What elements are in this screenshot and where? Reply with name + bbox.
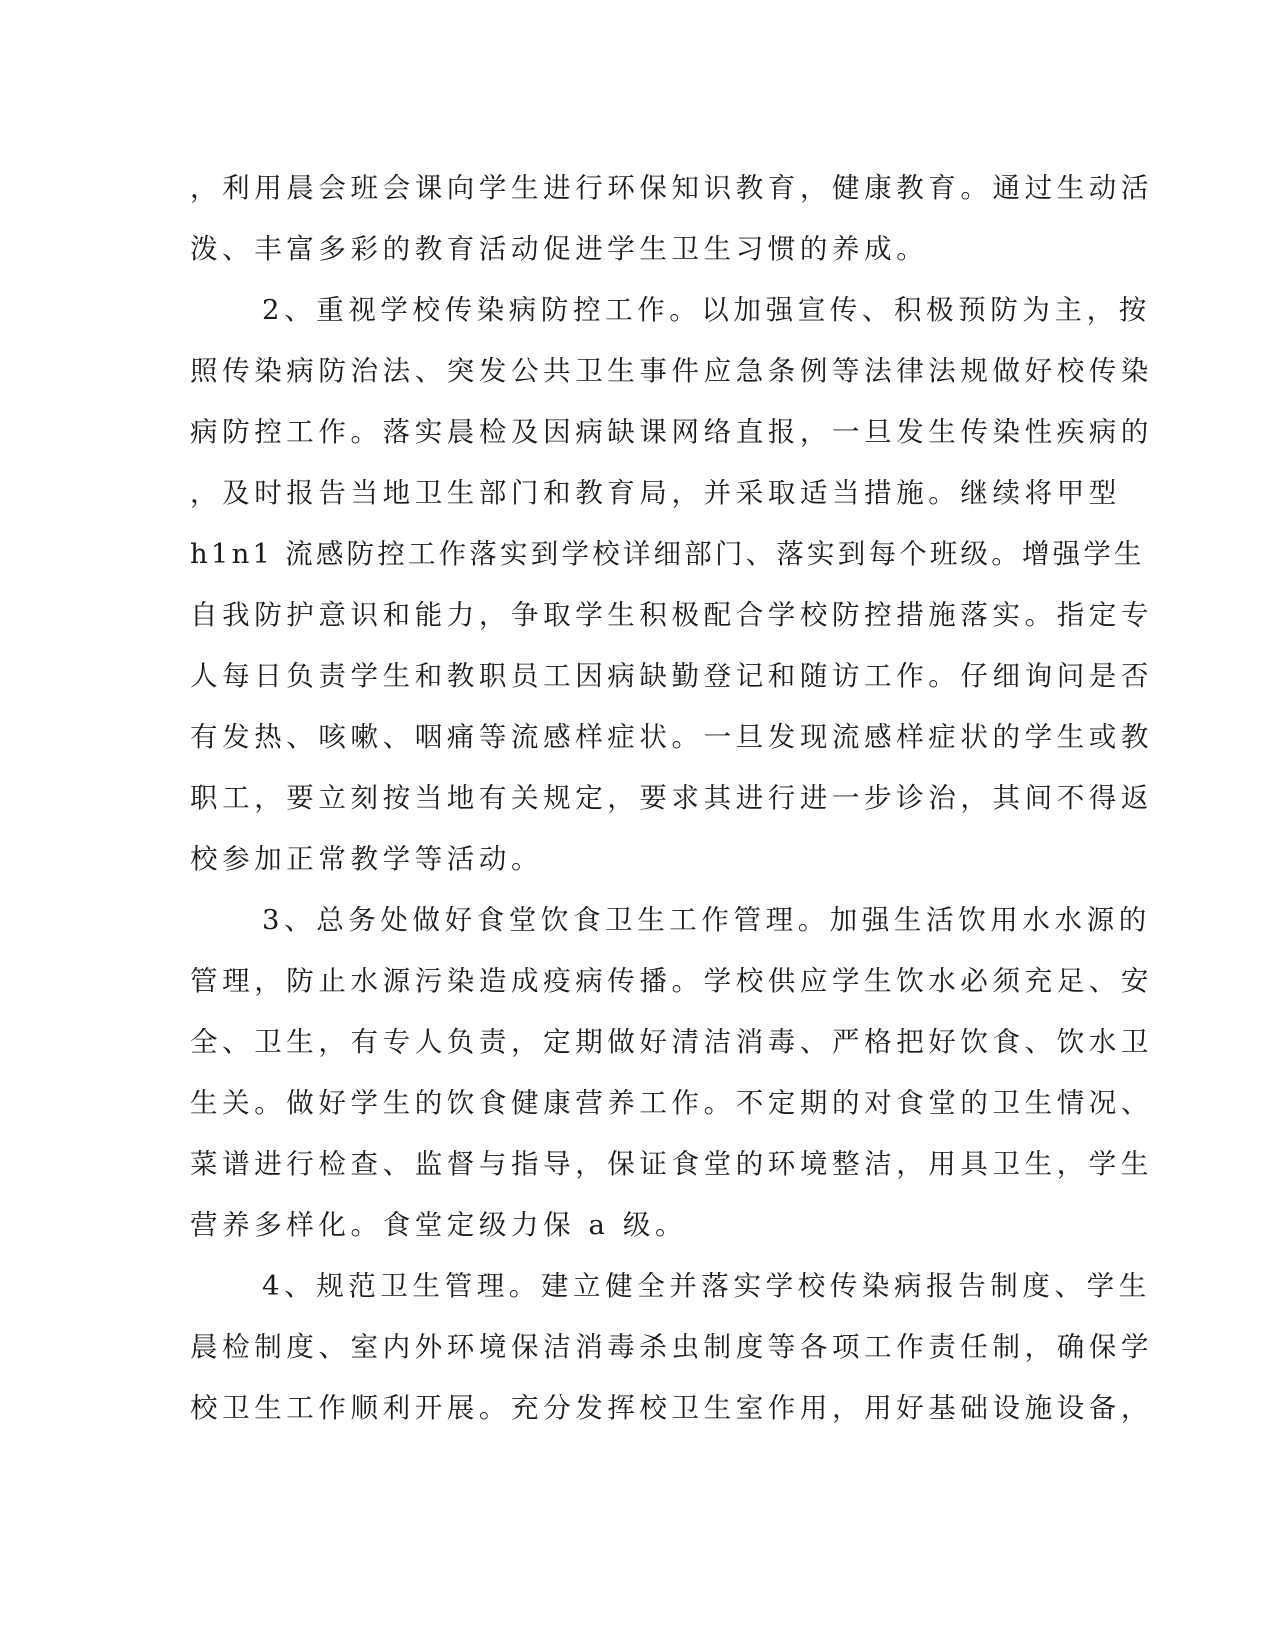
text-line-15: 全、卫生，有专人负责，定期做好清洁消毒、严格把好饮食、饮水卫 <box>190 1026 1153 1058</box>
text-line-20: 晨检制度、室内外环境保洁消毒杀虫制度等各项工作责任制，确保学 <box>190 1331 1153 1363</box>
text-line-21: 校卫生工作顺利开展。充分发挥校卫生室作用，用好基础设施设备， <box>190 1392 1153 1424</box>
text-line-16: 生关。做好学生的饮食健康营养工作。不定期的对食堂的卫生情况、 <box>190 1087 1153 1119</box>
body-text <box>190 158 1153 1439</box>
text-line-5: 病防控工作。落实晨检及因病缺课网络直报，一旦发生传染性疾病的 <box>190 416 1153 448</box>
text-line-10: 有发热、咳嗽、咽痛等流感样症状。一旦发现流感样症状的学生或教 <box>190 721 1153 753</box>
text-line-9: 人每日负责学生和教职员工因病缺勤登记和随访工作。仔细询问是否 <box>190 660 1153 692</box>
text-line-12: 校参加正常教学等活动。 <box>190 843 544 875</box>
text-line-7: h1n1 流感防控工作落实到学校详细部门、落实到每个班级。增强学生 <box>190 538 1145 570</box>
text-line-3: 2、重视学校传染病防控工作。以加强宣传、积极预防为主，按 <box>262 294 1151 326</box>
text-line-18: 营养多样化。食堂定级力保 a 级。 <box>190 1209 688 1241</box>
text-line-8: 自我防护意识和能力，争取学生积极配合学校防控措施落实。指定专 <box>190 599 1153 631</box>
text-line-17: 菜谱进行检查、监督与指导，保证食堂的环境整洁，用具卫生，学生 <box>190 1148 1153 1180</box>
text-line-2: 泼、丰富多彩的教育活动促进学生卫生习惯的养成。 <box>190 233 929 265</box>
text-line-4: 照传染病防治法、突发公共卫生事件应急条例等法律法规做好校传染 <box>190 355 1153 387</box>
text-line-11: 职工，要立刻按当地有关规定，要求其进行进一步诊治，其间不得返 <box>190 782 1153 814</box>
text-line-14: 管理，防止水源污染造成疫病传播。学校供应学生饮水必须充足、安 <box>190 965 1153 997</box>
text-line-13: 3、总务处做好食堂饮食卫生工作管理。加强生活饮用水水源的 <box>262 904 1151 936</box>
text-line-19: 4、规范卫生管理。建立健全并落实学校传染病报告制度、学生 <box>262 1270 1151 1302</box>
text-line-6: ，及时报告当地卫生部门和教育局，并采取适当措施。继续将甲型 <box>190 477 1121 509</box>
text-line-1: ，利用晨会班会课向学生进行环保知识教育，健康教育。通过生动活 <box>190 172 1153 204</box>
